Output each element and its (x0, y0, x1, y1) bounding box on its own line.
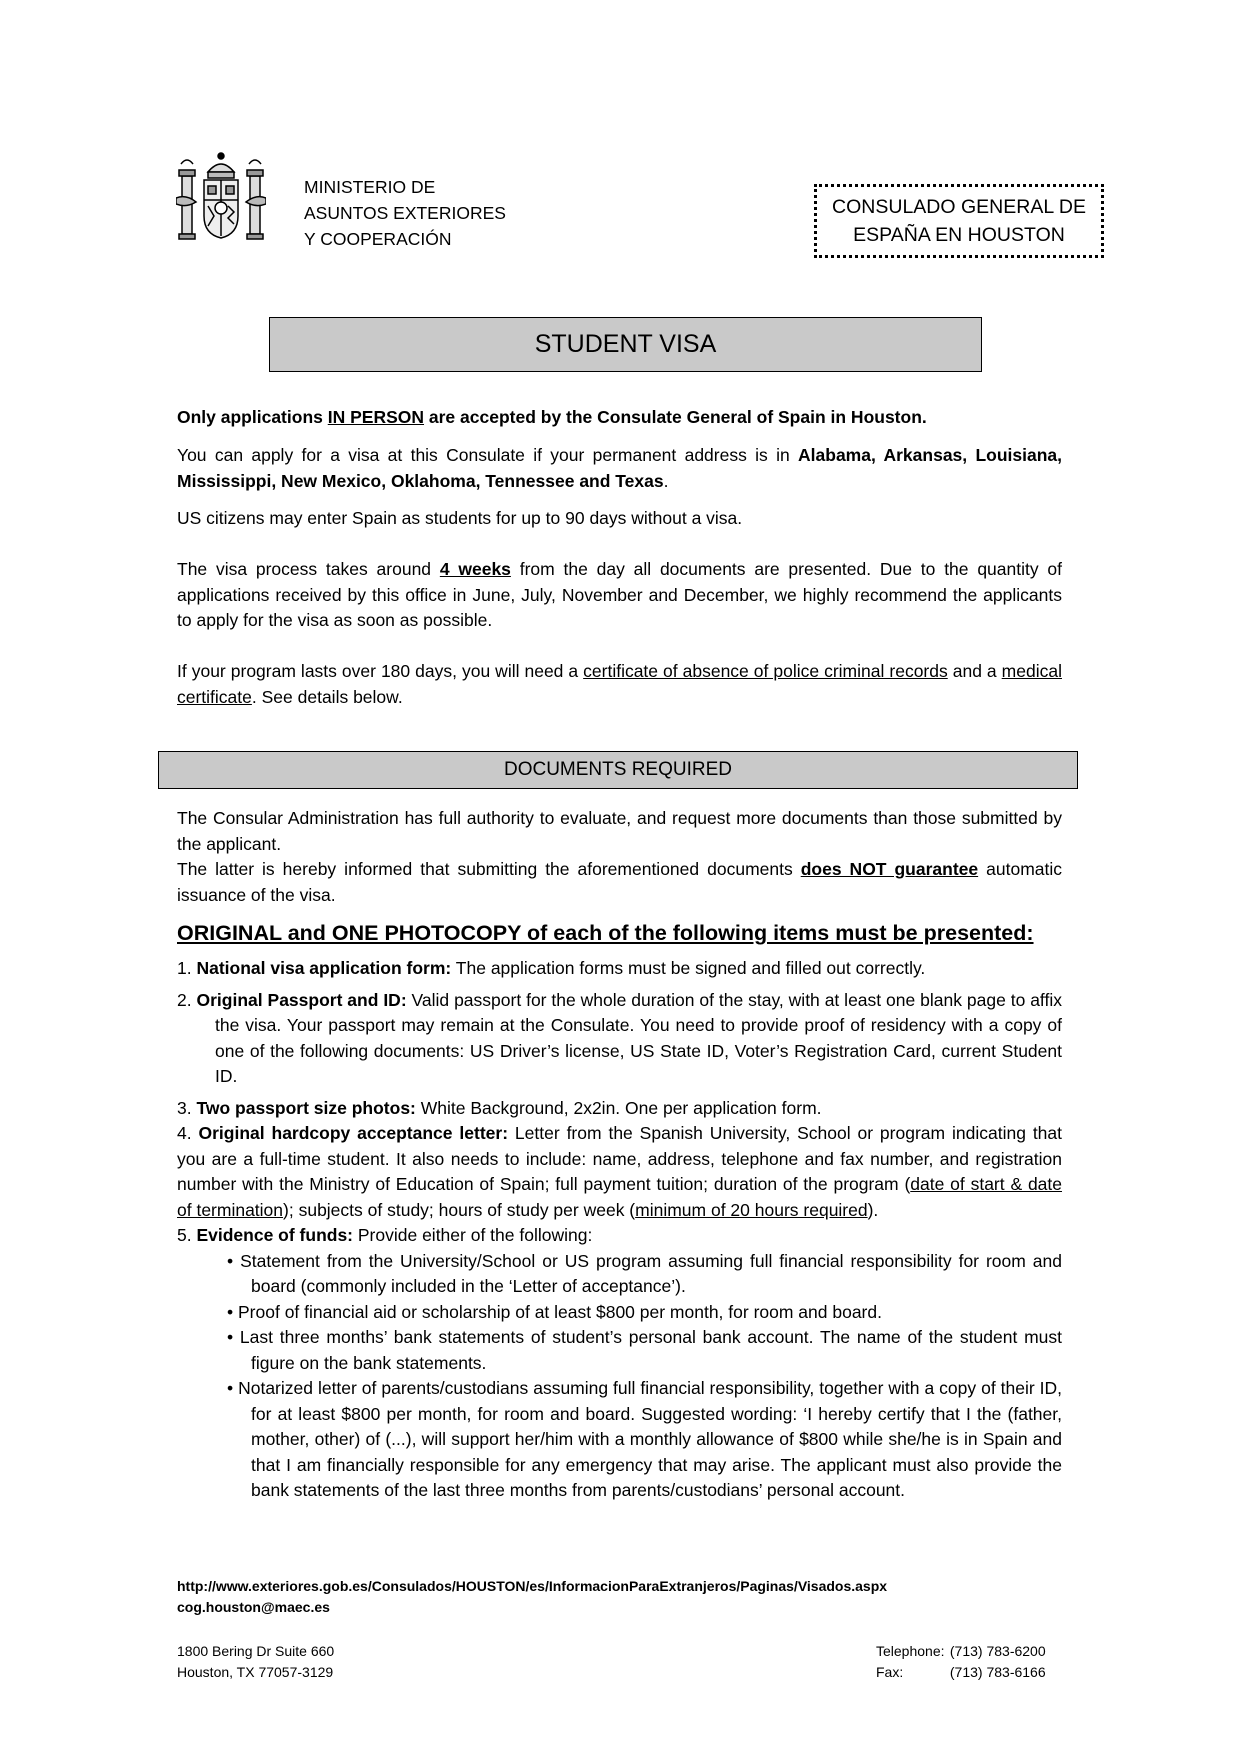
requirement-item: 5. Evidence of funds: Provide either of the following: (177, 1225, 593, 1245)
telephone-label: Telephone: (876, 1643, 945, 1659)
docs-disclaimer: The Consular Administration has full authority to evaluate, and request more documents than those submitted by the applicant. The latter is hereby informed that submitting the aforementioned documents does NOT guarantee automatic issuance of the visa. (177, 808, 1063, 905)
requirements-list (177, 956, 1062, 1504)
footer-contact (876, 1641, 1046, 1683)
footer-links (177, 1576, 887, 1618)
ministry-line: Y COOPERACIÓN (304, 229, 452, 249)
coat-of-arms-logo (176, 150, 266, 246)
intro-paragraph-1: Only applications IN PERSON are accepted by the Consulate General of Spain in Houston. (177, 407, 927, 427)
funds-bullet: • Notarized letter of parents/custodians assuming full financial responsibility, together with a copy of their ID, for at least $800 per month, for room and board. Suggested wording: ‘I hereby certify that I the (father, mother, other) of (...), will support her/him with a monthly allowance of $800 while she/he is in Spain and that I am financially responsible for any emergency that may arise. The applicant must also provide the bank statements of the last three months from parents/custodians’ personal account. (227, 1378, 1062, 1500)
original-photocopy-heading: ORIGINAL and ONE PHOTOCOPY of each of the following items must be presented: (177, 921, 1034, 945)
email-link[interactable]: cog.houston@maec.es (177, 1599, 330, 1615)
requirement-item: 2. Original Passport and ID: Valid passport for the whole duration of the stay, with at least one blank page to affix the visa. Your passport may remain at the Consulate. You need to provide proof of residency with a copy of one of the following documents: US Driver’s license, US State ID, Voter’s Registration Card, current Student ID. (177, 989, 1062, 1086)
website-link[interactable]: http://www.exteriores.gob.es/Consulados/HOUSTON/es/InformacionParaExtranjeros/Paginas/Visados.aspx (177, 1578, 888, 1594)
intro-paragraph-4: The visa process takes around 4 weeks from the day all documents are presented. Due to the quantity of applications received by this office in June, July, November and December, we highly recommend the applicants to apply for the visa as soon as possible. (177, 559, 1063, 630)
address-line: 1800 Bering Dr Suite 660 (177, 1643, 335, 1659)
ministry-line: MINISTERIO DE (304, 177, 436, 197)
footer-address (177, 1641, 334, 1683)
requirement-item: 1. National visa application form: The application forms must be signed and filled out correctly. (177, 958, 926, 978)
intro-paragraph-3: US citizens may enter Spain as students for up to 90 days without a visa. (177, 508, 743, 528)
telephone-value: (713) 783-6200 (949, 1643, 1046, 1659)
consulate-line: CONSULADO GENERAL DE (832, 196, 1086, 218)
intro-paragraph-5: If your program lasts over 180 days, you will need a certificate of absence of police criminal records and a medical certificate. See details below. (177, 661, 1062, 707)
documents-required-heading: DOCUMENTS REQUIRED (158, 751, 1078, 789)
funds-bullet: • Statement from the University/School or US program assuming full financial responsibility for room and board (commonly included in the ‘Letter of acceptance’). (227, 1250, 1062, 1296)
fax-value: (713) 783-6166 (949, 1664, 1046, 1680)
requirement-item: 3. Two passport size photos: White Background, 2x2in. One per application form. (177, 1097, 822, 1118)
consulate-box (814, 184, 1104, 258)
funds-bullet: • Proof of financial aid or scholarship of at least $800 per month, for room and board. (227, 1301, 882, 1322)
ministry-name (304, 174, 506, 252)
consulate-line: ESPAÑA EN HOUSTON (853, 224, 1065, 246)
intro-paragraph-2: You can apply for a visa at this Consulate if your permanent address is in Alabama, Arkansas, Louisiana, Mississippi, New Mexico, Oklahoma, Tennessee and Texas. (177, 445, 1062, 491)
address-line: Houston, TX 77057-3129 (177, 1664, 334, 1680)
ministry-line: ASUNTOS EXTERIORES (304, 203, 506, 223)
funds-bullet: • Last three months’ bank statements of student’s personal bank account. The name of the student must figure on the bank statements. (227, 1327, 1062, 1373)
fax-label: Fax: (876, 1664, 904, 1680)
requirement-item: 4. Original hardcopy acceptance letter: Letter from the Spanish University, School or program indicating that you are a full-time student. It also needs to include: name, address, telephone and fax number, and registration number with the Ministry of Education of Spain; full payment tuition; duration of the program (date of start & date of termination); subjects of study; hours of study per week (minimum of 20 hours required). (177, 1123, 1063, 1220)
page-title: STUDENT VISA (269, 317, 982, 372)
